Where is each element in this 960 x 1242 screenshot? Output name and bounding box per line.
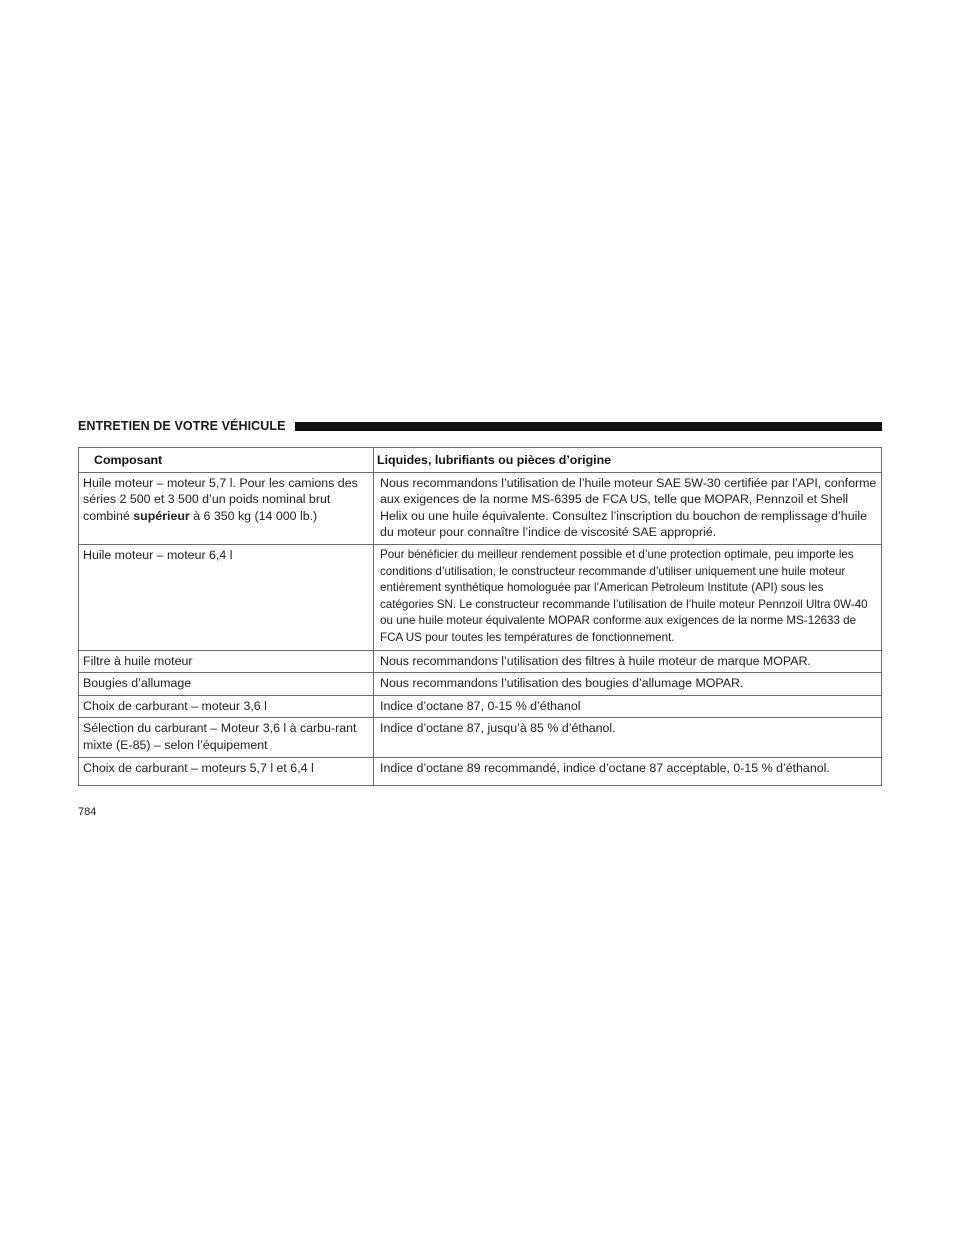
fluid-cell: Indice d’octane 87, 0-15 % d’éthanol: [374, 695, 882, 718]
section-header: [78, 418, 882, 434]
table-row: [79, 757, 882, 785]
component-cell: Sélection du carburant – Moteur 3,6 l à carbu-rant mixte (E-85) – selon l’équipement: [79, 718, 374, 757]
fluid-cell: Nous recommandons l’utilisation des bougies d’allumage MOPAR.: [374, 673, 882, 696]
component-cell: Filtre à huile moteur: [79, 650, 374, 673]
table-row: [79, 472, 882, 544]
column-header-component: Composant: [79, 448, 374, 473]
fluid-cell: Indice d’octane 87, jusqu’à 85 % d’éthanol.: [374, 718, 882, 757]
section-title: ENTRETIEN DE VOTRE VÉHICULE: [78, 419, 286, 433]
fluid-cell: Nous recommandons l’utilisation de l’huile moteur SAE 5W-30 certifiée par l’API, conforme aux exigences de la norme MS-6395 de FCA US, telle que MOPAR, Pennzoil et Shell Helix ou une huile équivalente. Consultez l’inscription du bouchon de remplissage d’huile du moteur pour connaître l’indice de viscosité SAE approprié.: [374, 472, 882, 544]
column-header-fluids: Liquides, lubrifiants ou pièces d’origine: [374, 448, 882, 473]
component-cell: Choix de carburant – moteurs 5,7 l et 6,4 l: [79, 757, 374, 785]
component-text: Huile moteur – moteur 5,7 l. Pour les camions des séries 2 500 et 3 500 d’un poids nominal brut combiné: [83, 475, 358, 523]
component-cell: Bougies d’allumage: [79, 673, 374, 696]
fluid-cell: Nous recommandons l’utilisation des filtres à huile moteur de marque MOPAR.: [374, 650, 882, 673]
component-cell: [79, 472, 374, 544]
page-number: 784: [78, 806, 97, 818]
component-emphasis: supérieur: [133, 508, 190, 523]
table-header-row: [79, 448, 882, 473]
fluid-cell: Pour bénéficier du meilleur rendement possible et d’une protection optimale, peu importe les conditions d’utilisation, le constructeur recommande d’utiliser uniquement une huile moteur entièrement synthétique homologuée par l’American Petroleum Institute (API) sous les catégories SN. Le constructeur recommande l’utilisation de l’huile moteur Pennzoil Ultra 0W-40 ou une huile moteur équivalente MOPAR conforme aux exigences de la norme MS-12633 de FCA US pour toutes les températures de fonctionnement.: [374, 544, 882, 650]
component-cell: Choix de carburant – moteur 3,6 l: [79, 695, 374, 718]
table-row: [79, 695, 882, 718]
table-row: [79, 544, 882, 650]
table-row: [79, 650, 882, 673]
fluids-specification-table: [78, 447, 882, 786]
table-row: [79, 718, 882, 757]
component-cell: Huile moteur – moteur 6,4 l: [79, 544, 374, 650]
table-row: [79, 673, 882, 696]
section-header-bar: [295, 422, 882, 431]
component-text-end: à 6 350 kg (14 000 lb.): [189, 508, 318, 523]
fluid-cell: Indice d’octane 89 recommandé, indice d’octane 87 acceptable, 0-15 % d’éthanol.: [374, 757, 882, 785]
